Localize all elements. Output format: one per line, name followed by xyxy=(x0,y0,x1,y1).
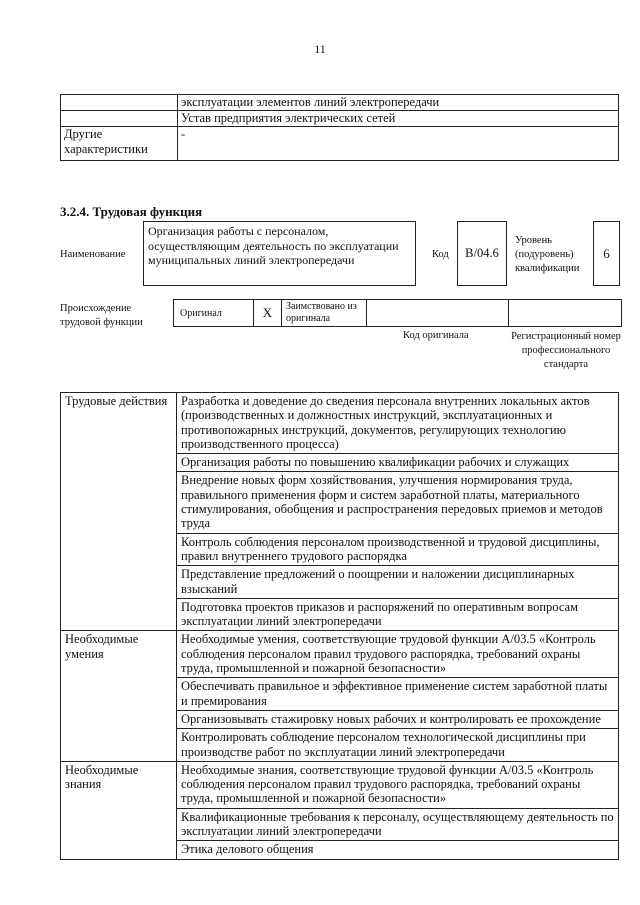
table-cell: Контроль соблюдения персоналом производственной и трудовой дисциплины, правил внутреннего трудового распорядка xyxy=(177,533,619,566)
table-cell: Внедрение новых форм хозяйствования, улучшения нормирования труда, правильного применения форм и систем заработной платы, материального стимулирования, обобщения и распространения передовых приемов и методов труда xyxy=(177,472,619,533)
qualification-level-box: 6 xyxy=(593,221,620,286)
table-cell: Необходимые знания, соответствующие трудовой функции А/03.5 «Контроль соблюдения персоналом правил трудового распорядка, требований охраны труда, промышленной и пожарной безопасности» xyxy=(177,761,619,808)
table-row xyxy=(61,111,619,127)
table-cell: Организовывать стажировку новых рабочих и контролировать ее прохождение xyxy=(177,710,619,728)
table-cell: Квалификационные требования к персоналу, осуществляющему деятельность по эксплуатации линий электропередачи xyxy=(177,808,619,841)
function-name-box: Организация работы с персоналом, осуществляющим деятельность по эксплуатации муниципальных линий электропередачи xyxy=(143,221,416,286)
name-label: Наименование xyxy=(60,249,126,260)
section-label: Трудовые действия xyxy=(61,393,177,631)
table-row xyxy=(61,631,619,678)
function-details-table xyxy=(60,392,619,860)
reg-number-cell xyxy=(508,299,622,327)
table-cell: Контролировать соблюдение персоналом технологической дисциплины при производстве работ по эксплуатации линий электропередачи xyxy=(177,729,619,762)
code-label: Код xyxy=(432,249,449,260)
table-cell-label xyxy=(61,111,178,127)
original-mark: X xyxy=(253,299,282,327)
table-cell-label xyxy=(61,95,178,111)
section-label: Необходимые знания xyxy=(61,761,177,859)
origin-label: Происхождение трудовой функции xyxy=(60,303,143,328)
original-cell: Оригинал xyxy=(173,299,254,327)
table-cell: Разработка и доведение до сведения персонала внутренних локальных актов (производственных и должностных инструкций, эксплуатационных и противопожарных инструкций, документов, регулирующих технологию производственного процесса) xyxy=(177,393,619,454)
origin-row xyxy=(174,299,622,327)
top-continuation-table xyxy=(60,94,619,161)
table-cell: Организация работы по повышению квалификации рабочих и служащих xyxy=(177,454,619,472)
table-row xyxy=(61,127,619,161)
table-row xyxy=(61,95,619,111)
table-cell-value: Устав предприятия электрических сетей xyxy=(178,111,619,127)
table-cell: Этика делового общения xyxy=(177,841,619,859)
borrowed-cell: Заимствовано из оригинала xyxy=(281,299,367,327)
section-heading: 3.2.4. Трудовая функция xyxy=(60,204,203,219)
table-cell: Необходимые умения, соответствующие трудовой функции А/03.5 «Контроль соблюдения персоналом правил трудового распорядка, требований охраны труда, промышленной и пожарной безопасности» xyxy=(177,631,619,678)
table-cell-value: - xyxy=(178,127,619,161)
page-number: 11 xyxy=(314,42,326,56)
level-label: Уровень (подуровень) квалификации xyxy=(515,235,580,274)
table-cell: Обеспечивать правильное и эффективное применение систем заработной платы и премирования xyxy=(177,678,619,711)
table-row xyxy=(61,761,619,808)
table-cell: Представление предложений о поощрении и наложении дисциплинарных взысканий xyxy=(177,566,619,599)
original-code-cell xyxy=(366,299,509,327)
table-cell-label: Другие характеристики xyxy=(61,127,178,161)
table-cell-value: эксплуатации элементов линий электропередачи xyxy=(178,95,619,111)
table-cell: Подготовка проектов приказов и распоряжений по оперативным вопросам эксплуатации линий электропередачи xyxy=(177,598,619,631)
function-code-box: B/04.6 xyxy=(457,221,507,286)
code-original-caption: Код оригинала xyxy=(403,330,469,341)
table-row xyxy=(61,393,619,454)
reg-number-caption: Регистрационный номер профессионального стандарта xyxy=(511,331,621,370)
section-label: Необходимые умения xyxy=(61,631,177,761)
